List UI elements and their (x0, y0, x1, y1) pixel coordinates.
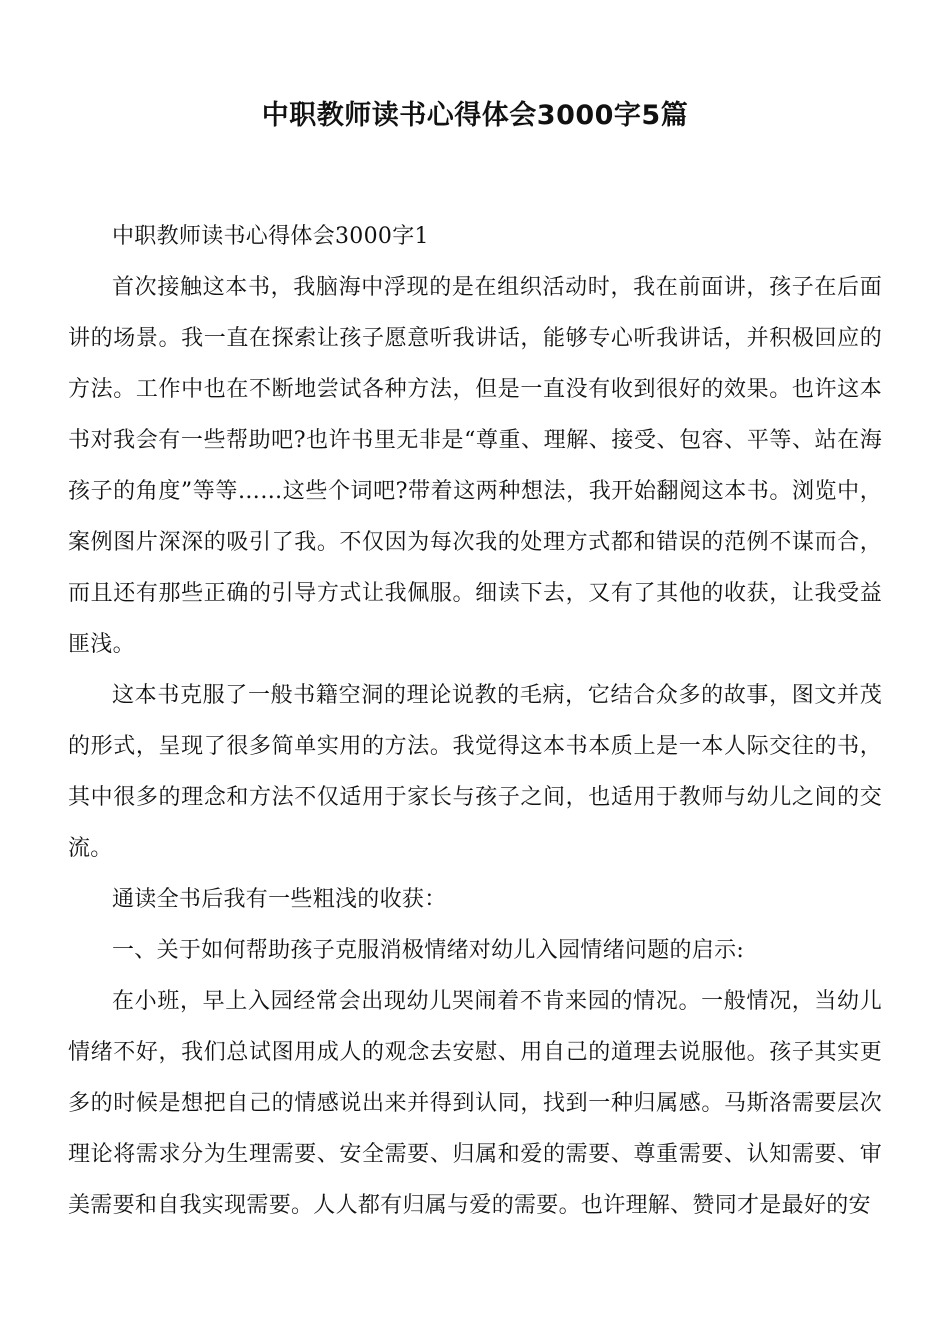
section-heading-1: 中职教师读书心得体会3000字1 (112, 224, 429, 249)
paragraph-kindergarten-entry: 在小班，早上入园经常会出现幼儿哭闹着不肯来园的情况。一般情况，当幼儿情绪不好，我们总试图用成人的观念去安慰、用自己的道理去说服他。孩子其实更多的时候是想把自己的情感说出来并得到认同，找到一种归属感。马斯洛需要层次理论将需求分为生理需要、安全需要、归属和爱的需要、尊重需要、认知需要、审美需要和自我实现需要。人人都有归属与爱的需要。也许理解、赞同才是最好的安 (68, 989, 882, 1218)
paragraph-first-contact: 首次接触这本书，我脑海中浮现的是在组织活动时，我在前面讲，孩子在后面讲的场景。我一直在探索让孩子愿意听我讲话，能够专心听我讲话，并积极回应的方法。工作中也在不断地尝试各种方法，但是一直没有收到很好的效果。也许这本书对我会有一些帮助吧?也许书里无非是“尊重、理解、接受、包容、平等、站在海孩子的角度”等等……这些个词吧?带着这两种想法，我开始翻阅这本书。浏览中，案例图片深深的吸引了我。不仅因为每次我的处理方式都和错误的范例不谋而合，而且还有那些正确的引导方式让我佩服。细读下去，又有了其他的收获，让我受益匪浅。 (68, 275, 882, 657)
paragraph-gains-intro: 通读全书后我有一些粗浅的收获： (112, 887, 447, 912)
document-title: 中职教师读书心得体会3000字5篇 (261, 100, 689, 131)
document-body (68, 211, 882, 1231)
subheading-negative-emotions: 一、关于如何帮助孩子克服消极情绪对幼儿入园情绪问题的启示: (112, 938, 745, 963)
paragraph-book-overview: 这本书克服了一般书籍空洞的理论说教的毛病，它结合众多的故事，图文并茂的形式，呈现了很多简单实用的方法。我觉得这本书本质上是一本人际交往的书，其中很多的理念和方法不仅适用于家长与孩子之间，也适用于教师与幼儿之间的交流。 (68, 683, 882, 861)
